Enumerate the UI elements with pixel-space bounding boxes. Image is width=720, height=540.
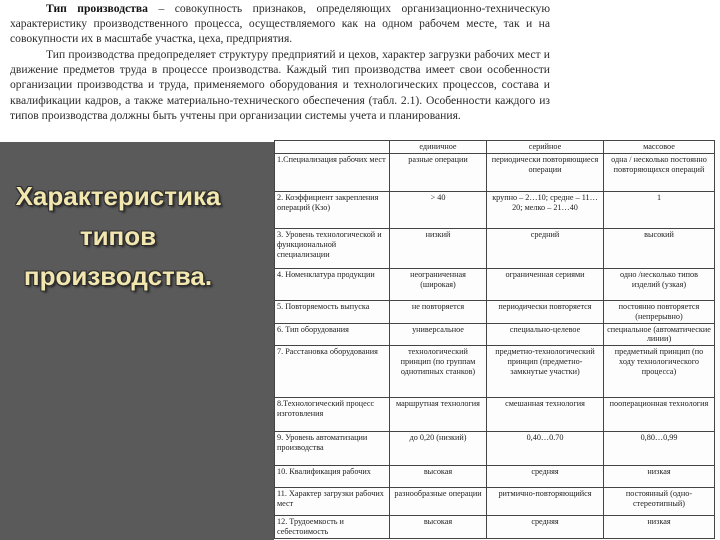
- table-cell: универсальное: [390, 323, 487, 346]
- table-cell: средний: [487, 229, 604, 269]
- table-cell: средняя: [487, 466, 604, 488]
- row-label: 5. Повторяемость выпуска: [275, 301, 390, 324]
- header-cell: [275, 141, 390, 154]
- table-cell: высокий: [604, 229, 715, 269]
- table-cell: высокая: [390, 466, 487, 488]
- table-row: [275, 323, 715, 346]
- table-cell: 0,80…0,99: [604, 432, 715, 466]
- table-row: [275, 398, 715, 432]
- table-row: [275, 346, 715, 398]
- table-cell: низкий: [390, 229, 487, 269]
- table-row: [275, 229, 715, 269]
- row-label: 12. Трудоемкость и себестоимость: [275, 516, 390, 539]
- term-bold: Тип производства: [46, 2, 148, 15]
- row-label: 4. Номенклатура продукции: [275, 269, 390, 301]
- header-cell: единичное: [390, 141, 487, 154]
- table-cell: ритмично-повторяющийся: [487, 488, 604, 516]
- table-cell: специально-целевое: [487, 323, 604, 346]
- row-label: 10. Квалификация рабочих: [275, 466, 390, 488]
- table-cell: одна / несколько постоянно повторяющихся операций: [604, 154, 715, 192]
- table-cell: ограниченная сериями: [487, 269, 604, 301]
- definition-text: – совокупность признаков, определяющих организационно-техническую характеристику производственного процесса, осуществляемого как на одном рабочем месте, так и на совокупности их в масштабе участка, цеха, предприятия.: [10, 2, 550, 46]
- header-cell: серийное: [487, 141, 604, 154]
- description-paragraph: Тип производства предопределяет структуру предприятий и цехов, характер загрузки рабочих мест и движение предметов труда в процессе производства. Каждый тип производства имеет свои особенности организации производства и труда, применяемого оборудования и технологических процессов, состава и квалификации кадров, а также материально-технического обеспечения (табл. 2.1). Особенности каждого из типов производства должны быть учтены при организации системы учета и планирования.: [10, 48, 550, 122]
- table-cell: разные операции: [390, 154, 487, 192]
- table-cell: не повторяется: [390, 301, 487, 324]
- table-cell: пооперационная технология: [604, 398, 715, 432]
- row-label: 1.Специализация рабочих мест: [275, 154, 390, 192]
- table-cell: постоянный (одно-стереотипный): [604, 488, 715, 516]
- row-label: 2. Коэффициент закрепления операций (Кзо): [275, 192, 390, 229]
- row-label: 7. Расстановка оборудования: [275, 346, 390, 398]
- table-row: [275, 192, 715, 229]
- slide-title: Характеристика типов производства.: [15, 181, 221, 291]
- table-cell: до 0,20 (низкий): [390, 432, 487, 466]
- table-cell: одно /несколько типов изделий (узкая): [604, 269, 715, 301]
- row-label: 11. Характер загрузки рабочих мест: [275, 488, 390, 516]
- table-cell: маршрутная технология: [390, 398, 487, 432]
- table-cell: 1: [604, 192, 715, 229]
- table-cell: специальное (автоматические линии): [604, 323, 715, 346]
- table-cell: высокая: [390, 516, 487, 539]
- table-cell: разнообразные операции: [390, 488, 487, 516]
- table-cell: 0,40…0.70: [487, 432, 604, 466]
- definition-paragraph: [10, 1, 550, 47]
- table-row: [275, 301, 715, 324]
- table-row: [275, 432, 715, 466]
- table-cell: смешанная технология: [487, 398, 604, 432]
- table-row: [275, 154, 715, 192]
- table-cell: периодически повторяется: [487, 301, 604, 324]
- table-cell: > 40: [390, 192, 487, 229]
- text-block: [0, 0, 720, 142]
- header-cell: массовое: [604, 141, 715, 154]
- table-cell: предметный принцип (по ходу технологического процесса): [604, 346, 715, 398]
- table-row: [275, 516, 715, 539]
- row-label: 8.Технологический процесс изготовления: [275, 398, 390, 432]
- production-types-table: [274, 140, 715, 539]
- table-row: [275, 269, 715, 301]
- table-cell: периодически повторяющиеся операции: [487, 154, 604, 192]
- row-label: 6. Тип оборудования: [275, 323, 390, 346]
- table-cell: низкая: [604, 516, 715, 539]
- table-cell: предметно-технологический принцип (предметно-замкнутые участки): [487, 346, 604, 398]
- table-cell: крупно – 2…10; средне – 11…20; мелко – 21…40: [487, 192, 604, 229]
- table-cell: средняя: [487, 516, 604, 539]
- row-label: 9. Уровень автоматизации производства: [275, 432, 390, 466]
- table-row: [275, 488, 715, 516]
- table-cell: технологический принцип (по группам однотипных станков): [390, 346, 487, 398]
- table-header-row: [275, 141, 715, 154]
- table-cell: неограниченная (широкая): [390, 269, 487, 301]
- table-cell: низкая: [604, 466, 715, 488]
- table-row: [275, 466, 715, 488]
- table-cell: постоянно повторяется (непрерывно): [604, 301, 715, 324]
- row-label: 3. Уровень технологической и функциональной специализации: [275, 229, 390, 269]
- table-container: [274, 140, 720, 540]
